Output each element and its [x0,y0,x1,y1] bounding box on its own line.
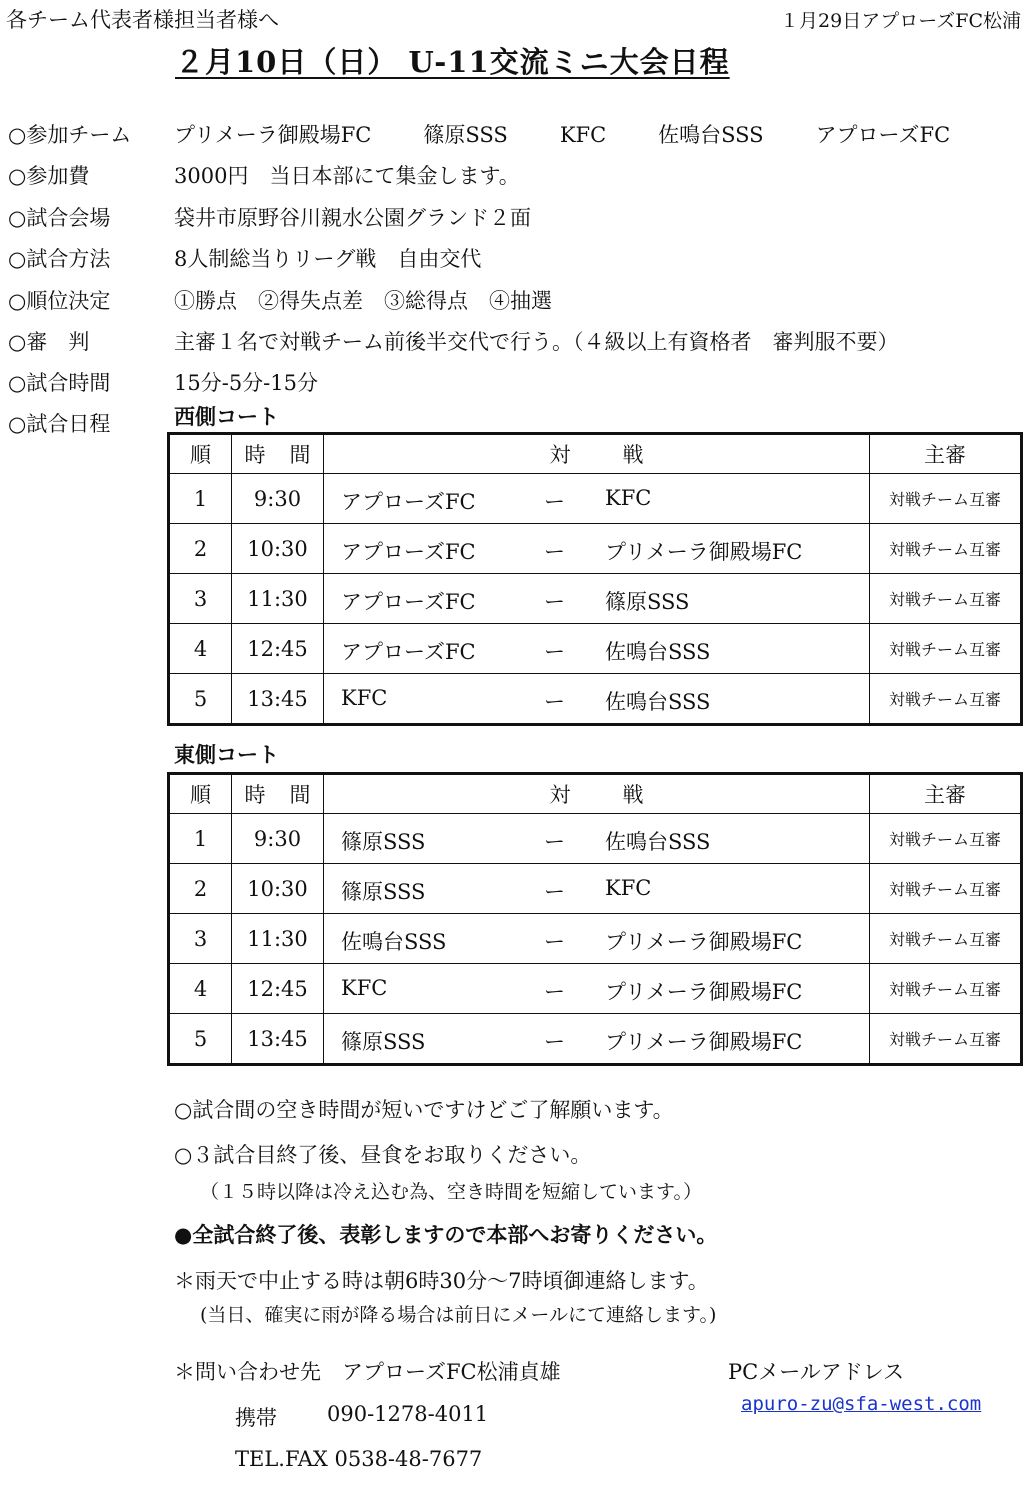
away-team: プリメーラ御殿場FC [605,1030,803,1054]
row-match [324,474,870,524]
table-row [169,474,1022,524]
note-award: ●全試合終了後、表彰しますので本部へお寄りください。 [174,1222,718,1247]
row-referee: 対戦チーム互審 [870,864,1022,914]
row-referee: 対戦チーム互審 [870,814,1022,864]
col-time-2: 間 [289,443,311,467]
row-match [324,674,870,725]
away-team: プリメーラ御殿場FC [605,980,803,1004]
away-team: 佐鳴台SSS [605,830,711,854]
versus-dash: ー [544,690,565,714]
row-match [324,524,870,574]
away-team: プリメーラ御殿場FC [605,930,803,954]
row-match [324,574,870,624]
row-time: 10:30 [232,524,324,574]
table-row [169,1014,1022,1065]
row-time: 11:30 [232,574,324,624]
table-header-row [169,774,1022,814]
note-lunch-sub: （１５時以降は冷え込む為、空き時間を短縮しています。） [200,1181,702,1203]
home-team: 篠原SSS [341,830,426,854]
col-referee: 主審 [870,434,1022,474]
versus-dash: ー [544,930,565,954]
referee-value: 主審１名で対戦チーム前後半交代で行う。（４級以上有資格者 審判服不要） [174,330,899,354]
table-row [169,814,1022,864]
col-match-2: 戦 [622,443,644,467]
method-value: 8人制総当りリーグ戦 自由交代 [174,247,482,271]
schedule-label: ○試合日程 [8,412,111,436]
note-gap-time: ○試合間の空き時間が短いですけどご了解願います。 [174,1098,674,1122]
home-team: 佐鳴台SSS [341,930,447,954]
team-name: 佐鳴台SSS [658,123,764,147]
mobile-number: 090-1278-4011 [327,1402,489,1426]
row-time: 13:45 [232,674,324,725]
fee-label: ○参加費 [8,164,90,188]
table-row [169,574,1022,624]
home-team: アプローズFC [341,590,476,614]
date-sender: １月29日アプローズFC松浦 [780,10,1021,32]
row-referee: 対戦チーム互審 [870,474,1022,524]
row-no: 2 [169,864,232,914]
col-match-1: 対 [549,783,571,807]
duration-label: ○試合時間 [8,371,111,395]
home-team: 篠原SSS [341,880,426,904]
col-time-2: 間 [289,783,311,807]
row-no: 3 [169,574,232,624]
venue-label: ○試合会場 [8,206,111,230]
versus-dash: ー [544,540,565,564]
row-time: 9:30 [232,814,324,864]
east-schedule-table [167,772,1023,1066]
row-time: 11:30 [232,914,324,964]
email-label: PCメールアドレス [728,1360,905,1384]
row-referee: 対戦チーム互審 [870,1014,1022,1065]
col-match-2: 戦 [622,783,644,807]
col-match-1: 対 [549,443,571,467]
team-name: プリメーラ御殿場FC [174,123,372,147]
home-team: アプローズFC [341,490,476,514]
row-no: 1 [169,474,232,524]
row-match [324,814,870,864]
table-row [169,914,1022,964]
table-row [169,674,1022,725]
versus-dash: ー [544,590,565,614]
mobile-label: 携帯 [235,1406,277,1430]
col-time [232,774,324,814]
col-match [324,774,870,814]
away-team: KFC [605,486,652,510]
west-court-title: 西側コート [174,404,279,429]
row-time: 12:45 [232,964,324,1014]
row-match [324,914,870,964]
west-schedule-table [167,432,1023,726]
team-name: アプローズFC [815,123,951,147]
row-no: 1 [169,814,232,864]
tel-fax: TEL.FAX 0538-48-7677 [235,1447,483,1471]
row-match [324,864,870,914]
note-rain: ＊雨天で中止する時は朝6時30分～7時頃御連絡します。 [174,1269,709,1293]
addressee: 各チーム代表者様担当者様へ [6,8,279,32]
table-row [169,524,1022,574]
method-label: ○試合方法 [8,247,111,271]
home-team: 篠原SSS [341,1030,426,1054]
row-match [324,624,870,674]
col-no: 順 [169,774,232,814]
col-time-1: 時 [244,783,266,807]
row-referee: 対戦チーム互審 [870,674,1022,725]
contact-label: ＊問い合わせ先 アプローズFC松浦貞雄 [174,1360,561,1384]
row-no: 3 [169,914,232,964]
row-time: 12:45 [232,624,324,674]
teams-label: ○参加チーム [8,123,132,147]
row-time: 9:30 [232,474,324,524]
page-title: ２月10日（日） U-11交流ミニ大会日程 [175,45,730,79]
versus-dash: ー [544,880,565,904]
note-rain-sub: (当日、確実に雨が降る場合は前日にメールにて連絡します。) [200,1304,717,1326]
row-match [324,964,870,1014]
table-header-row [169,434,1022,474]
away-team: 佐鳴台SSS [605,690,711,714]
row-referee: 対戦チーム互審 [870,524,1022,574]
row-referee: 対戦チーム互審 [870,964,1022,1014]
away-team: プリメーラ御殿場FC [605,540,803,564]
away-team: KFC [605,876,652,900]
home-team: KFC [341,686,388,710]
row-referee: 対戦チーム互審 [870,914,1022,964]
table-row [169,624,1022,674]
home-team: アプローズFC [341,640,476,664]
col-no: 順 [169,434,232,474]
teams-list [174,119,1002,149]
col-match [324,434,870,474]
team-name: 篠原SSS [423,123,508,147]
row-no: 5 [169,1014,232,1065]
note-lunch: ○３試合目終了後、昼食をお取りください。 [174,1143,592,1167]
row-no: 4 [169,624,232,674]
row-referee: 対戦チーム互審 [870,574,1022,624]
away-team: 佐鳴台SSS [605,640,711,664]
row-time: 10:30 [232,864,324,914]
team-name: KFC [559,123,607,147]
row-no: 5 [169,674,232,725]
ranking-value: ①勝点 ②得失点差 ③総得点 ④抽選 [174,289,552,313]
col-time [232,434,324,474]
row-no: 4 [169,964,232,1014]
east-court-title: 東側コート [174,742,279,767]
versus-dash: ー [544,490,565,514]
versus-dash: ー [544,1030,565,1054]
row-referee: 対戦チーム互審 [870,624,1022,674]
fee-value: 3000円 当日本部にて集金します。 [174,164,520,188]
email-link[interactable]: apuro-zu@sfa-west.com [741,1393,982,1415]
col-time-1: 時 [244,443,266,467]
table-row [169,964,1022,1014]
referee-label: ○審 判 [8,330,90,354]
row-time: 13:45 [232,1014,324,1065]
venue-value: 袋井市原野谷川親水公園グランド２面 [174,206,531,230]
versus-dash: ー [544,640,565,664]
col-referee: 主審 [870,774,1022,814]
row-match [324,1014,870,1065]
duration-value: 15分-5分-15分 [174,371,318,395]
home-team: KFC [341,976,388,1000]
versus-dash: ー [544,830,565,854]
home-team: アプローズFC [341,540,476,564]
versus-dash: ー [544,980,565,1004]
away-team: 篠原SSS [605,590,690,614]
ranking-label: ○順位決定 [8,289,111,313]
row-no: 2 [169,524,232,574]
table-row [169,864,1022,914]
